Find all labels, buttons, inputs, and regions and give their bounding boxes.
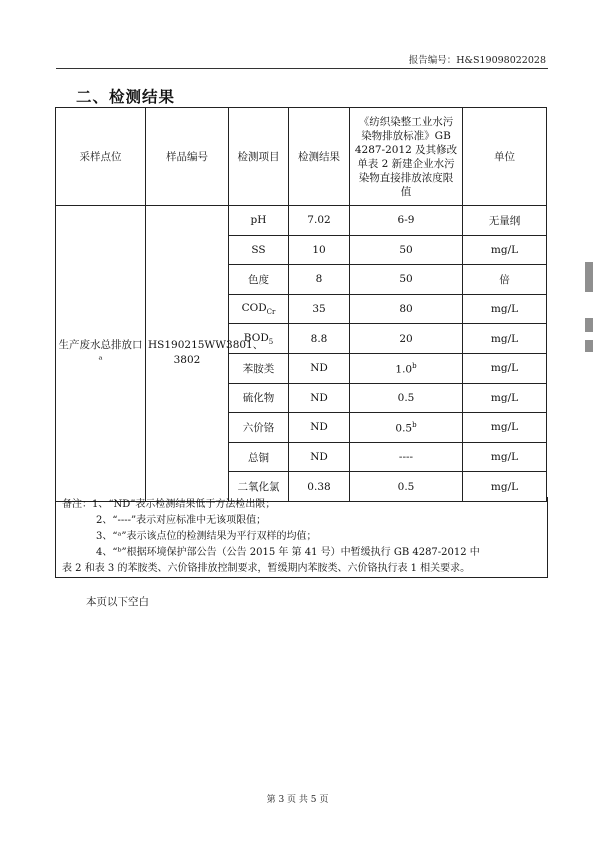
col-header-unit: 单位: [463, 108, 547, 206]
limit-value: 50: [399, 273, 413, 286]
results-table: [55, 107, 547, 502]
test-result-cell: 8: [289, 265, 350, 295]
test-item-name: 总铜: [248, 451, 269, 464]
unit-cell: mg/L: [463, 353, 547, 383]
table-row: [56, 206, 547, 236]
limit-cell: [350, 413, 463, 443]
remark-line: 备注：1、“ND”表示检测结果低于方法检出限；: [62, 499, 276, 510]
col-header-test-result: 检测结果: [289, 108, 350, 206]
test-item-cell: [229, 442, 289, 472]
test-result-cell: 8.8: [289, 324, 350, 354]
test-item-cell: [229, 206, 289, 236]
limit-value: 6-9: [397, 214, 415, 227]
sample-point-cell: 生产废水总排放口ᵃ: [56, 206, 146, 502]
col-header-sample-id: 样品编号: [146, 108, 229, 206]
test-item-name: 色度: [248, 273, 269, 286]
limit-value: 0.5: [397, 391, 415, 404]
limit-cell: [350, 265, 463, 295]
test-item-name: COD: [241, 302, 267, 315]
test-item-cell: [229, 294, 289, 324]
unit-cell: 无量纲: [463, 206, 547, 236]
remark-line: 3、“ᵃ”表示该点位的检测结果为平行双样的均值；: [96, 531, 317, 542]
col-header-test-item: 检测项目: [229, 108, 289, 206]
test-item-name: 二氧化氯: [237, 481, 280, 494]
test-result-cell: ND: [289, 442, 350, 472]
limit-cell: [350, 383, 463, 413]
limit-cell: [350, 353, 463, 383]
page-footer: 第 3 页 共 5 页: [266, 795, 329, 805]
limit-cell: [350, 235, 463, 265]
test-item-name: SS: [251, 243, 266, 256]
test-result-cell: 10: [289, 235, 350, 265]
limit-value: ----: [398, 451, 414, 464]
test-result-cell: ND: [289, 353, 350, 383]
limit-value: 50: [399, 243, 413, 256]
remark-line: 2、“----”表示对应标准中无该项限值；: [96, 515, 267, 526]
unit-cell: mg/L: [463, 383, 547, 413]
unit-cell: mg/L: [463, 294, 547, 324]
sample-id-cell: HS190215WW3801、3802: [146, 206, 229, 502]
unit-cell: mg/L: [463, 413, 547, 443]
table-header-row: [56, 108, 547, 206]
unit-cell: mg/L: [463, 324, 547, 354]
scan-margin-mark: [585, 340, 593, 352]
test-item-subscript: 5: [268, 337, 274, 346]
test-result-cell: 7.02: [289, 206, 350, 236]
test-result-cell: 0.38: [289, 472, 350, 502]
col-header-standard-limit: 《纺织染整工业水污染物排放标准》GB 4287-2012 及其修改单表 2 新建企业水污染物直接排放浓度限值: [350, 108, 463, 206]
test-item-cell: [229, 383, 289, 413]
remarks-block: [55, 497, 548, 578]
limit-cell: [350, 294, 463, 324]
scan-margin-mark: [585, 262, 593, 292]
test-result-cell: 35: [289, 294, 350, 324]
unit-cell: 倍: [463, 265, 547, 295]
test-result-cell: ND: [289, 383, 350, 413]
remark-line: 表 2 和表 3 的苯胺类、六价铬排放控制要求，暂缓期内苯胺类、六价铬执行表 1 相关要求。: [62, 563, 471, 574]
header-rule: [56, 68, 548, 69]
limit-value: 20: [399, 332, 413, 345]
test-item-cell: [229, 235, 289, 265]
blank-below-note: 本页以下空白: [86, 596, 149, 608]
limit-cell: [350, 324, 463, 354]
limit-value: 1.0: [395, 363, 413, 376]
limit-value: 80: [399, 303, 413, 316]
unit-cell: mg/L: [463, 235, 547, 265]
limit-value: 0.5: [395, 422, 413, 435]
test-result-cell: ND: [289, 413, 350, 443]
section-title: 二、检测结果: [76, 88, 176, 106]
test-item-name: pH: [250, 214, 267, 227]
test-item-name: 苯胺类: [242, 362, 275, 375]
test-item-cell: [229, 265, 289, 295]
limit-cell: [350, 442, 463, 472]
col-header-sample-point: 采样点位: [56, 108, 146, 206]
report-number: 报告编号：H&S19098022028: [408, 55, 546, 66]
test-item-name: 六价铬: [242, 421, 275, 434]
limit-cell: [350, 206, 463, 236]
test-item-cell: [229, 353, 289, 383]
unit-cell: mg/L: [463, 472, 547, 502]
test-item-cell: [229, 413, 289, 443]
test-item-name: BOD: [243, 331, 269, 344]
limit-footnote-mark: b: [412, 420, 417, 429]
test-item-name: 硫化物: [242, 392, 275, 405]
scan-margin-mark: [585, 318, 593, 332]
unit-cell: mg/L: [463, 442, 547, 472]
limit-value: 0.5: [397, 480, 415, 493]
remark-line: 4、“ᵇ”根据环境保护部公告（公告 2015 年 第 41 号）中暂缓执行 GB 4287-2012 中: [96, 547, 480, 558]
limit-footnote-mark: b: [412, 361, 417, 370]
test-item-subscript: Cr: [266, 308, 276, 317]
